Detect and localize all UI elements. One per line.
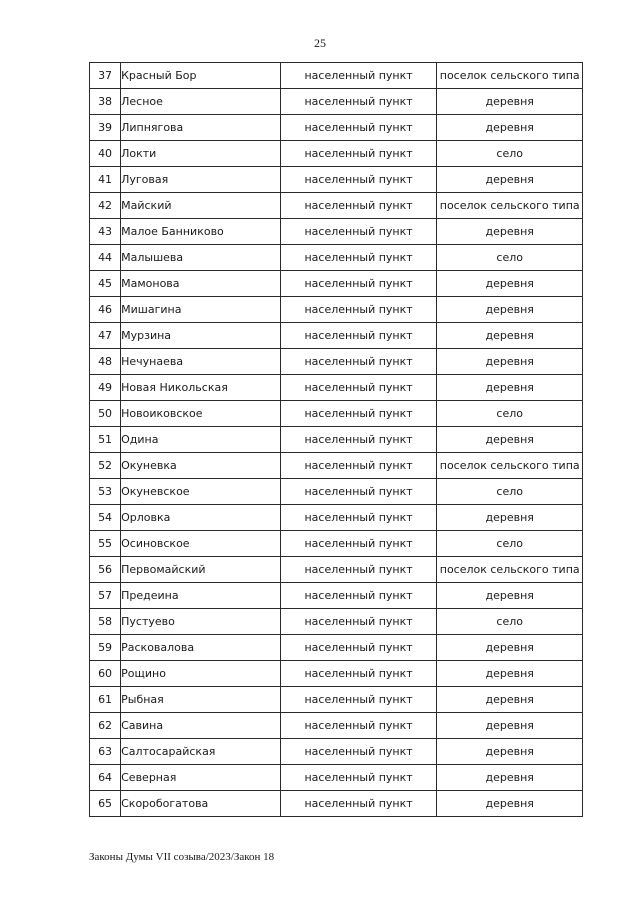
settlement-name: Орловка [121,505,281,531]
table-row [90,713,583,739]
row-number: 58 [90,609,121,635]
row-number: 59 [90,635,121,661]
table-row [90,739,583,765]
row-number: 65 [90,791,121,817]
settlement-category: населенный пункт [280,505,437,531]
settlement-category: населенный пункт [280,583,437,609]
settlement-category: населенный пункт [280,375,437,401]
table-row [90,141,583,167]
settlement-type: деревня [437,583,583,609]
settlement-category: населенный пункт [280,245,437,271]
settlement-name: Майский [121,193,281,219]
table-row [90,687,583,713]
settlement-type: деревня [437,687,583,713]
row-number: 64 [90,765,121,791]
table-row [90,583,583,609]
settlement-category: населенный пункт [280,193,437,219]
settlement-name: Луговая [121,167,281,193]
row-number: 57 [90,583,121,609]
table-row [90,245,583,271]
page-number: 25 [314,36,326,50]
settlement-type: деревня [437,349,583,375]
settlement-name: Скоробогатова [121,791,281,817]
table-row [90,505,583,531]
settlement-name: Малое Банниково [121,219,281,245]
settlement-name: Нечунаева [121,349,281,375]
settlement-category: населенный пункт [280,609,437,635]
row-number: 63 [90,739,121,765]
settlement-name: Мишагина [121,297,281,323]
settlement-name: Предеина [121,583,281,609]
table-row [90,791,583,817]
settlement-category: населенный пункт [280,323,437,349]
settlement-type: село [437,479,583,505]
settlements-table [89,62,583,817]
settlement-type: деревня [437,167,583,193]
table-row [90,427,583,453]
table-row [90,661,583,687]
table-row [90,297,583,323]
table-row [90,557,583,583]
settlement-type: деревня [437,427,583,453]
row-number: 54 [90,505,121,531]
settlement-type: деревня [437,713,583,739]
row-number: 52 [90,453,121,479]
settlement-name: Савина [121,713,281,739]
settlement-name: Локти [121,141,281,167]
settlement-type: поселок сельского типа [437,193,583,219]
settlement-name: Осиновское [121,531,281,557]
settlement-type: поселок сельского типа [437,63,583,89]
row-number: 60 [90,661,121,687]
settlement-category: населенный пункт [280,141,437,167]
row-number: 61 [90,687,121,713]
settlement-type: деревня [437,505,583,531]
settlement-type: деревня [437,89,583,115]
row-number: 56 [90,557,121,583]
settlement-category: населенный пункт [280,479,437,505]
row-number: 62 [90,713,121,739]
settlement-category: населенный пункт [280,89,437,115]
settlement-category: населенный пункт [280,557,437,583]
settlement-name: Красный Бор [121,63,281,89]
settlement-category: населенный пункт [280,115,437,141]
settlement-category: населенный пункт [280,661,437,687]
settlement-type: деревня [437,323,583,349]
settlement-name: Салтосарайская [121,739,281,765]
settlement-category: населенный пункт [280,271,437,297]
settlement-type: деревня [437,115,583,141]
settlement-type: деревня [437,271,583,297]
settlement-type: деревня [437,791,583,817]
settlement-type: поселок сельского типа [437,557,583,583]
row-number: 51 [90,427,121,453]
settlement-category: населенный пункт [280,713,437,739]
settlement-category: населенный пункт [280,219,437,245]
settlement-category: населенный пункт [280,349,437,375]
table-row [90,609,583,635]
table-row [90,167,583,193]
row-number: 37 [90,63,121,89]
settlement-name: Первомайский [121,557,281,583]
settlement-category: населенный пункт [280,739,437,765]
footer-text: Законы Думы VII созыва/2023/Закон 18 [89,851,275,863]
settlement-type: деревня [437,219,583,245]
settlement-type: село [437,141,583,167]
settlement-category: населенный пункт [280,765,437,791]
settlement-name: Расковалова [121,635,281,661]
settlement-category: населенный пункт [280,687,437,713]
settlement-type: село [437,401,583,427]
row-number: 50 [90,401,121,427]
table-row [90,193,583,219]
settlement-type: деревня [437,739,583,765]
table-row [90,765,583,791]
settlement-type: деревня [437,635,583,661]
settlement-type: деревня [437,297,583,323]
table-row [90,349,583,375]
settlement-type: село [437,245,583,271]
settlement-category: населенный пункт [280,531,437,557]
row-number: 45 [90,271,121,297]
settlement-name: Одина [121,427,281,453]
table-row [90,401,583,427]
table-row [90,63,583,89]
settlement-name: Рощино [121,661,281,687]
settlement-category: населенный пункт [280,167,437,193]
table-row [90,219,583,245]
settlements-table-body [90,63,583,817]
row-number: 40 [90,141,121,167]
settlement-name: Мурзина [121,323,281,349]
settlement-name: Пустуево [121,609,281,635]
settlement-category: населенный пункт [280,297,437,323]
settlement-type: деревня [437,661,583,687]
table-row [90,479,583,505]
row-number: 42 [90,193,121,219]
table-row [90,635,583,661]
settlement-category: населенный пункт [280,635,437,661]
settlement-type: село [437,609,583,635]
settlement-name: Новая Никольская [121,375,281,401]
settlement-category: населенный пункт [280,791,437,817]
table-row [90,271,583,297]
row-number: 41 [90,167,121,193]
settlement-name: Северная [121,765,281,791]
row-number: 49 [90,375,121,401]
row-number: 48 [90,349,121,375]
row-number: 43 [90,219,121,245]
row-number: 53 [90,479,121,505]
table-row [90,323,583,349]
table-row [90,531,583,557]
settlement-category: населенный пункт [280,427,437,453]
settlement-name: Липнягова [121,115,281,141]
row-number: 46 [90,297,121,323]
settlement-type: деревня [437,375,583,401]
row-number: 38 [90,89,121,115]
row-number: 47 [90,323,121,349]
settlement-category: населенный пункт [280,401,437,427]
settlement-name: Малышева [121,245,281,271]
settlement-name: Окуневка [121,453,281,479]
settlement-type: деревня [437,765,583,791]
settlement-name: Новоиковское [121,401,281,427]
table-row [90,115,583,141]
settlement-name: Окуневское [121,479,281,505]
settlement-category: населенный пункт [280,63,437,89]
settlement-name: Лесное [121,89,281,115]
settlement-name: Рыбная [121,687,281,713]
row-number: 44 [90,245,121,271]
settlement-category: населенный пункт [280,453,437,479]
table-row [90,89,583,115]
settlement-name: Мамонова [121,271,281,297]
table-row [90,453,583,479]
settlement-type: поселок сельского типа [437,453,583,479]
row-number: 39 [90,115,121,141]
settlement-type: село [437,531,583,557]
row-number: 55 [90,531,121,557]
table-row [90,375,583,401]
